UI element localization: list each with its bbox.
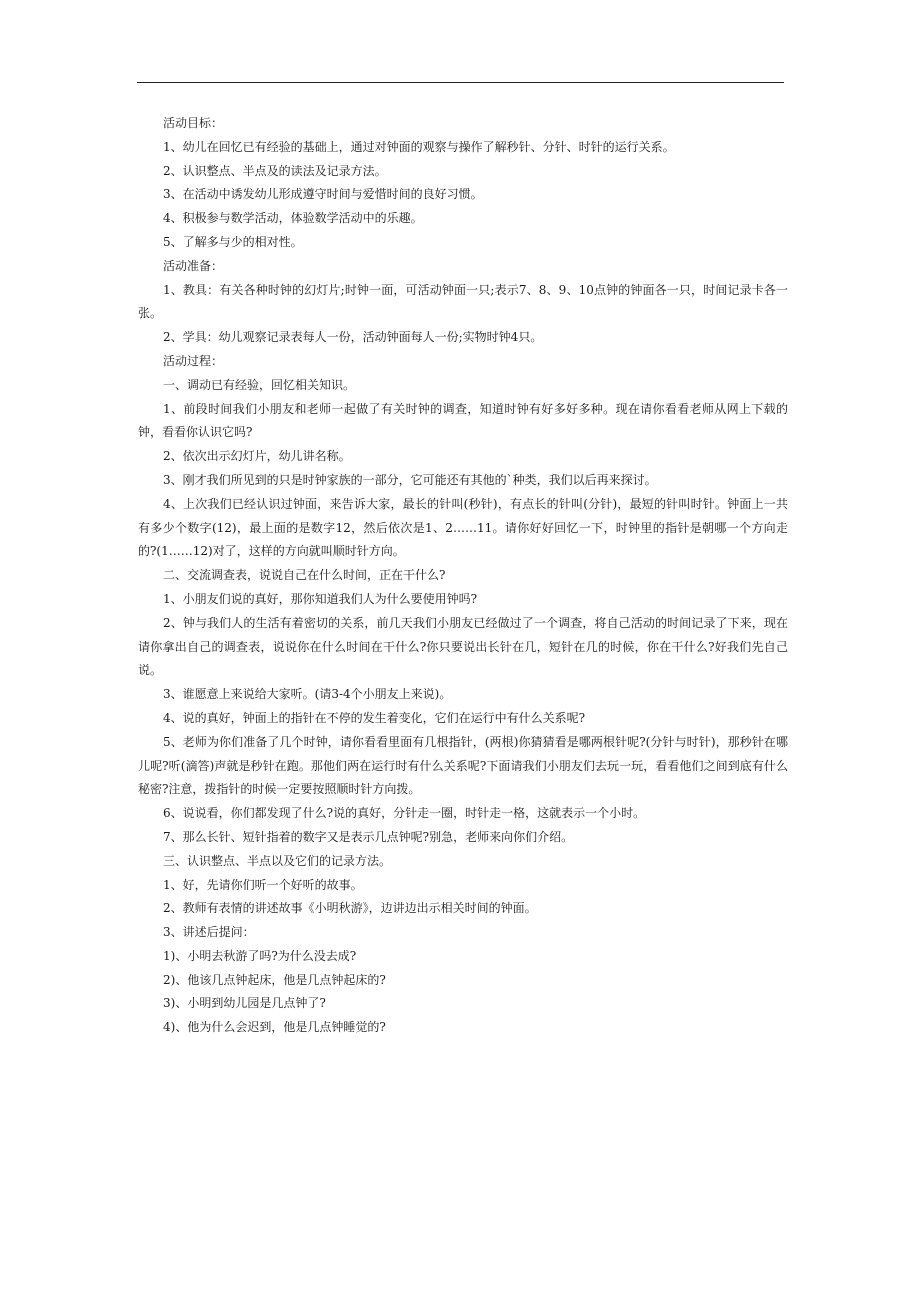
- question-item: 1)、小明去秋游了吗?为什么没去成?: [163, 948, 357, 963]
- paragraph: 2、钟与我们人的生活有着密切的关系，前几天我们小朋友已经做过了一个调查，将自己活动的时间记录了下来，现在请你拿出自己的调查表，说说你在什么时间在干什么?你只要说出长针在几，短针在几的时候，你在干什么?好我们先自己说。: [138, 615, 788, 678]
- paragraph: 2、认识整点、半点及的读法及记录方法。: [163, 163, 387, 178]
- paragraph: 2、依次出示幻灯片，幼儿讲名称。: [163, 449, 351, 464]
- subsection-heading: 一、调动已有经验，回忆相关知识。: [163, 377, 356, 392]
- paragraph: 4、说的真好，钟面上的指针在不停的发生着变化，它们在运行中有什么关系呢?: [163, 710, 586, 725]
- section-heading-goals: 活动目标：: [163, 116, 224, 130]
- document-body: [138, 112, 788, 1040]
- paragraph: 1、教具：有关各种时钟的幻灯片;时钟一面，可活动钟面一只;表示7、8、9、10点钟的钟面各一只，时间记录卡各一张。: [138, 282, 788, 321]
- section-heading-process: 活动过程：: [163, 353, 224, 368]
- paragraph: 6、说说看，你们都发现了什么?说的真好，分针走一圈，时针走一格，这就表示一个小时。: [163, 806, 646, 821]
- paragraph: 5、了解多与少的相对性。: [163, 234, 303, 249]
- paragraph: 1、好，先请你们听一个好听的故事。: [163, 877, 363, 892]
- paragraph: 3、刚才我们所见到的只是时钟家族的一部分，它可能还有其他的`种类，我们以后再来探讨。: [163, 472, 657, 487]
- paragraph: 1、幼儿在回忆已有经验的基础上，通过对钟面的观察与操作了解秒针、分针、时针的运行关系。: [163, 139, 675, 154]
- subsection-heading: 三、认识整点、半点以及它们的记录方法。: [163, 853, 392, 868]
- section-heading-preparation: 活动准备：: [163, 258, 224, 273]
- paragraph: 4、积极参与数学活动，体验数学活动中的乐趣。: [163, 211, 423, 226]
- paragraph: 1、小朋友们说的真好，那你知道我们人为什么要使用钟吗?: [163, 591, 478, 606]
- paragraph: 3、在活动中诱发幼儿形成遵守时间与爱惜时间的良好习惯。: [163, 187, 483, 202]
- paragraph: 3、谁愿意上来说给大家听。(请3-4个小朋友上来说)。: [163, 687, 452, 702]
- header-rule: [137, 82, 784, 83]
- paragraph: 2、学具：幼儿观察记录表每人一份，活动钟面每人一份;实物时钟4只。: [163, 330, 543, 345]
- paragraph: 1、前段时间我们小朋友和老师一起做了有关时钟的调查，知道时钟有好多好多种。现在请你看看老师从网上下载的钟，看看你认识它吗?: [138, 401, 788, 440]
- paragraph: 4、上次我们已经认识过钟面，来告诉大家，最长的针叫(秒针)，有点长的针叫(分针)，最短的针叫时针。钟面上一共有多少个数字(12)，最上面的是数字12，然后依次是1、2……11。请你好好回忆一下，时钟里的指针是朝哪一个方向走的?(1……12)对了，这样的方向就叫顺时针方向。: [138, 496, 788, 559]
- subsection-heading: 二、交流调查表，说说自己在什么时间，正在干什么?: [163, 568, 446, 583]
- question-item: 4)、他为什么会迟到，他是几点钟睡觉的?: [163, 1020, 386, 1035]
- paragraph: 7、那么长针、短针指着的数字又是表示几点钟呢?别急，老师来向你们介绍。: [163, 829, 574, 844]
- question-item: 3)、小明到幼儿园是几点钟了?: [163, 996, 326, 1011]
- paragraph: 2、教师有表情的讲述故事《小明秋游》，边讲边出示相关时间的钟面。: [163, 901, 537, 916]
- paragraph: 5、老师为你们准备了几个时钟，请你看看里面有几根指针，(两根)你猜猜看是哪两根针呢?(分针与时针)，那秒针在哪儿呢?听(滴答)声就是秒针在跑。那他们两在运行时有什么关系呢?下面请我们小朋友们去玩一玩，看看他们之间到底有什么秘密?注意，拨指针的时候一定要按照顺时针方向拨。: [138, 734, 788, 797]
- paragraph: 3、讲述后提问：: [163, 925, 255, 940]
- question-item: 2)、他该几点钟起床，他是几点钟起床的?: [163, 972, 386, 987]
